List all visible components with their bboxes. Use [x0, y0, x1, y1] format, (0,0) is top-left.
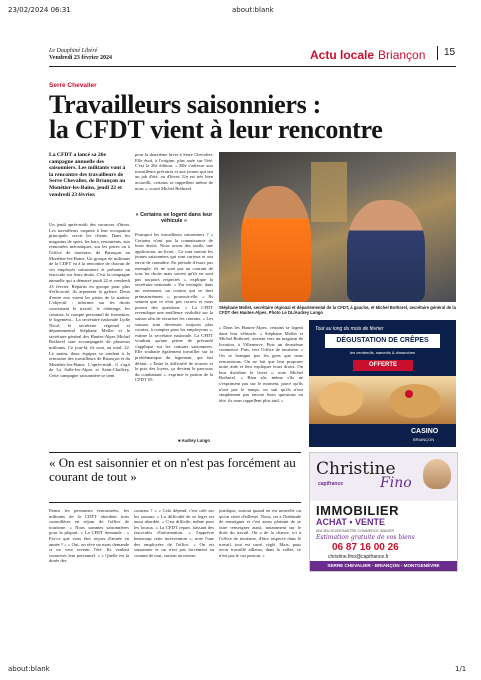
article-lead: La CFDT a lancé sa 26e campagne annuelle des saisonniers. Les militants vont à la rencontre des travailleurs de Serre Chevalier, de Briançon au Monêtier-les-Bains, jeudi 22 et vendredi 23 février.	[49, 152, 126, 198]
article-col-3: « Dans les Hautes-Alpes, certains se logent dans leur véhicule. » Stéphane Mollet et Michel Bothorel, avaient vers un magasin de location, à Villeneuve. Puis un deuxième commerce. Puis, vers l'office de tourisme. « On se branque pas les gens que nous rencontrons. On ne fait que leur proposer notre aide et leur expliquer leurs droits. On leur distribue le livret », note Michel Bothorel. « Bien sûr, même s'ils ne s'expriment pas sur le moment, parce qu'ils n'ont pas le temps, on sait qu'ils n'ont simplement pas encore leurs questions en tête, ils nous rappellent plus tard. »	[219, 325, 303, 403]
article-col-2-bottom: Pourquoi les travailleurs saisonniers ? « Certains n'ont pas la connaissance de leurs droits. Nous avons des outils, une application, un livret... Ce sont surtout les jeunes saisonniers qui sont curieux et ont envie de connaître. En période d'essai, par exemple, ils ne sont pas au courant de tous les droits mais savent qu'ils ne sont pas toujours respectés », explique la secrétaire nationale. « Par exemple, dans un restaurant, un contrat qui se finit prématurément », poursuit-elle. « Ils sentent que ce n'est pas correct et nous posent des questions. » La CFDT revendique une meilleure visibilité sur la saison afin de sécuriser les contrats. « Les saisons sont devenues toujours plus courtes, à compter pour les employeurs », estime la secrétaire nationale. La CFDT voudrait qu'une prime de précarité s'applique sur les contrats saisonniers. Elle souhaite également travailler sur la problématique du logement, qui fait défaut. « Entre la difficulté de trouver et le prix des loyers, ça devient le parcours du combattant », exprime le patron de la CFDT 05.	[135, 232, 213, 383]
rubric-label: Actu locale	[310, 48, 375, 62]
capifrance-ad-title-2: ACHAT • VENTE	[316, 517, 385, 527]
masthead-divider	[437, 46, 438, 60]
casino-ad-banner: DÉGUSTATION DE CRÊPES	[325, 334, 440, 348]
article-byline: ■ Audrey Lungo	[178, 438, 210, 443]
headline-line-1: Travailleurs saisonniers :	[49, 90, 321, 119]
article-photo	[219, 152, 456, 302]
capifrance-ad-slogan: Estimation gratuite de vos biens	[316, 534, 415, 541]
masthead-rule	[49, 66, 456, 67]
paper-name: Le Dauphiné Libéré	[49, 48, 98, 54]
article-kicker: Serre Chevalier	[49, 82, 97, 89]
rubric-block	[310, 46, 425, 64]
capifrance-ad-tagline: ANCIEN GUIDE/MAÎTRE COMMERCE IMAGER	[316, 529, 395, 533]
capifrance-ad-area: SERRE CHEVALIER - BRIANÇON - MONTGENÈVRE	[310, 561, 457, 571]
article-subhead: « Certains se logent dans leur véhicule »	[135, 212, 213, 224]
capifrance-ad-phone: 06 87 16 00 26	[332, 542, 399, 553]
casino-ad-offer-badge: OFFERTE	[353, 360, 413, 371]
casino-ad-brand-city: BRIANÇON	[413, 437, 435, 442]
print-url-title: about:blank	[232, 6, 274, 14]
photo-person-right	[347, 200, 425, 302]
casino-ad-brand: CASINO	[411, 428, 439, 435]
article-col-1: Un jeudi après-midi des vacances d'hiver. Les travailleurs vaquent à leur occupation principale, servir les clients. Dans les magasins de sport, les bars, restaurants, aux remontées mécaniques, sur les pistes ou à l'office de tourisme, de Briançon au Monêtier-les-Bains. Un groupe de militants de la CDFT va à la rencontre de chacun de ces employés saisonniers et présente un fascicule sur leurs droits. C'est la campagne annuelle qui a démarré jeudi 22 et vendredi 23 février. Répartis en groupe pour plus d'efficacité, ils arpentent la galerie. Deux d'entre eux visent les pistes de la station. L'objectif : informer sur les droits concernant le travail, le chômage, les contrats, le compte personnel de formation, le logement... La secrétaire nationale Lydie Nicol, le secrétaire régional et départemental Stéphane Mollet et le secrétaire général des Hautes-Alpes Michel Bothorel sont accompagnés de plusieurs militants. Ce jour-là, ils sont, au total, 22. Le matin, deux équipes se rendent à la rencontre des travailleurs de Briançon et du Monêtier-les-Bains. L'après-midi, il s'agit de La Salle-les-Alpes et Saint-Chaffrey. Cette campagne saisonnière se tient	[49, 222, 130, 379]
print-footer-url: about:blank	[8, 665, 50, 673]
photo-person-left	[241, 186, 311, 302]
capifrance-ad-agency: capifrance	[318, 481, 344, 487]
print-timestamp: 23/02/2024 06:31	[8, 6, 71, 14]
headline-line-2: la CFDT vient à leur rencontre	[49, 115, 383, 144]
crepe-plate-left	[319, 382, 363, 416]
article-col-2-top: pour la deuxième hiver à Serre Chevalier. Elle était, à l'origine, plus axée sur l'été. C'est la 26e édition. « Elle s'adresse aux travailleurs précaires et aux jeunes qui ont un job d'été, ou d'hiver. Un est très bien accueilli, certains se rappellent même de nous », sourit Michel Bothorel.	[135, 152, 213, 191]
paper-date: Vendredi 23 février 2024	[49, 55, 113, 61]
photo-background-shelf	[311, 162, 347, 222]
quote-col-2: contrats ? » « Cela dépend, c'est calé sur les saisons. » La difficulté de se loger est aussi abordée. « C'est difficile, même pour les locaux. » La CFDT repart, laissant des fascicules d'information. « J'apprécie beaucoup cette intervention », note l'une des employées de l'office. « On est saisonnier et on n'est pas forcément au courant de tout, surtout au niveau	[134, 508, 214, 558]
quote-col-3: juridique, surtout quand on est nouvelle ou qu'on vient d'ailleurs. Nous, on a l'habitude de renseigner et c'est assez plaisant de se faire renseigner aussi, notamment sur le droit du travail. On a de la chance, ici à l'office de tourisme, d'être respecté dans le travail, tout est carré, réglé. Mais, pour avoir travaillé ailleurs, dans la vallée, ce n'est pas le cas partout. »	[219, 508, 301, 558]
agent-portrait	[423, 459, 451, 489]
print-page-count: 1/1	[455, 665, 467, 673]
quote-col-1: Parmi les personnes rencontrées, les militants de la CDFT abordent trois conseillères en séjour de l'office de tourisme. « Nous sommes saisonnières pour la plupart. » La CFDT demande : « Est-ce que vous êtes reçues d'année en année ? » « Oui, on rêve un mois demande si on veut revenir l'été. Ils veulent conserver leur personnel. » « Quelle est la durée des	[49, 508, 129, 564]
casino-ad	[309, 320, 456, 447]
capifrance-ad-first-name: Christine	[316, 459, 396, 479]
capifrance-ad-title-1: IMMOBILIER	[316, 503, 399, 518]
capifrance-ad	[309, 452, 458, 572]
casino-ad-headline: Tout au long du mois de février	[315, 326, 384, 332]
rubric-city: Briançon	[378, 48, 426, 62]
crepe-plate-right	[389, 384, 441, 418]
photo-caption: Stéphane Mollet, secrétaire régional et départemental de la CFDT, à gauche, et Michel Bothorel, secrétaire général de la CFDT des Hautes-Alpes. Photo Le DL/Audrey Lungo	[219, 305, 456, 315]
strawberry-icon	[405, 390, 413, 398]
crepes-image	[309, 376, 456, 424]
page-number: 15	[444, 47, 456, 58]
capifrance-ad-last-name: Fino	[380, 475, 412, 491]
casino-ad-banner-sub: les vendredis, samedis & dimanches	[350, 350, 415, 355]
pullquote-rule-bottom	[49, 502, 301, 503]
pullquote-rule-top	[49, 452, 301, 453]
article-headline	[49, 92, 459, 142]
capifrance-ad-email: christine.fino@capifrance.fr	[328, 554, 389, 560]
pullquote: « On est saisonnier et on n'est pas forcément au courant de tout »	[49, 455, 296, 484]
